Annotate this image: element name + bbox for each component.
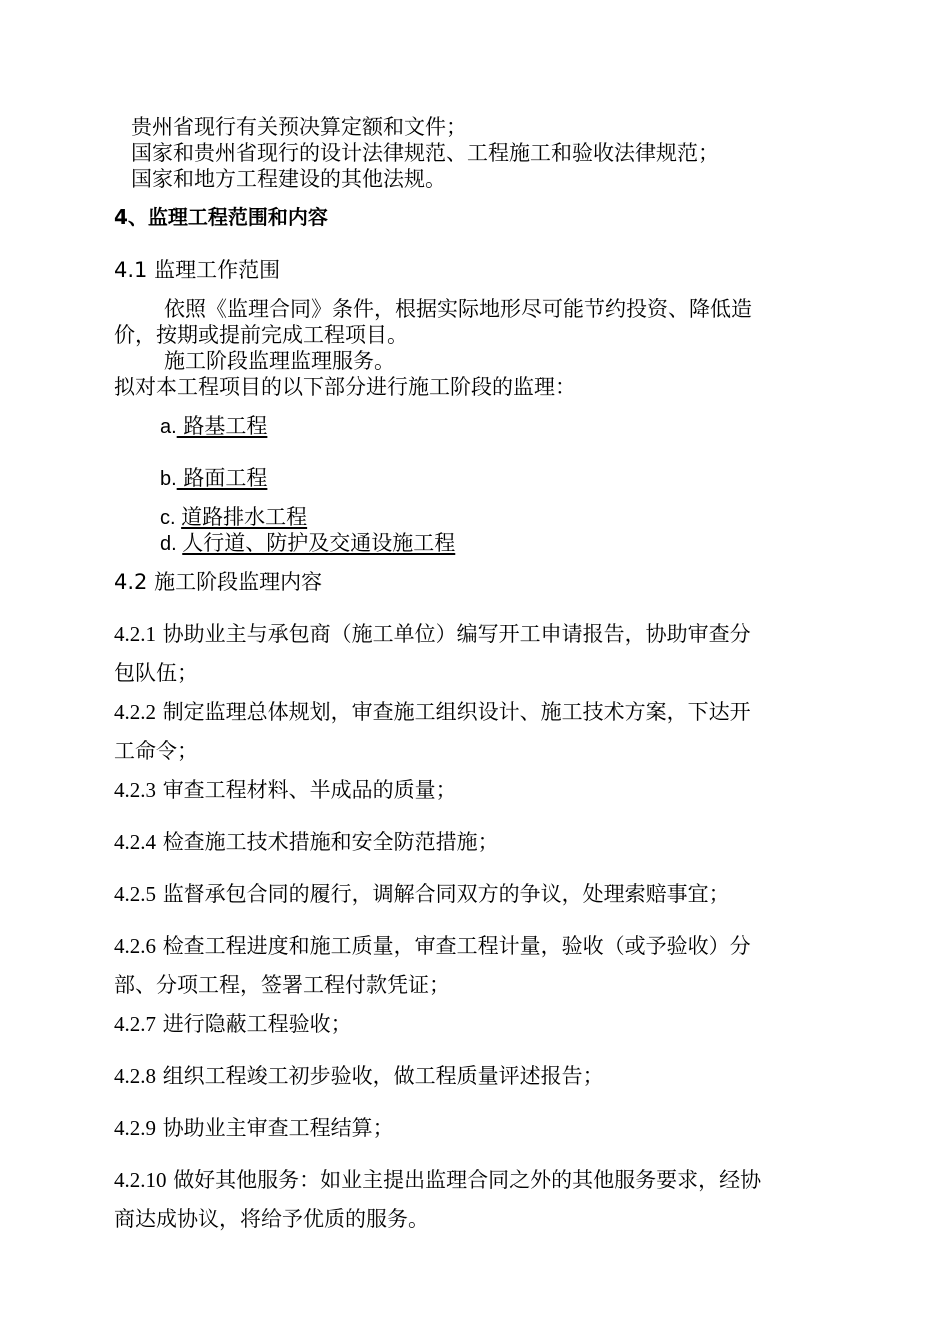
scope-item-marker: c. [160,507,176,529]
item-text: 做好其他服务：如业主提出监理合同之外的其他服务要求，经协 [173,1168,762,1192]
scope-item-marker: a. [160,416,177,438]
scope-item-label: 路基工程 [176,414,268,438]
item-text: 协助业主审查工程结算； [162,1116,394,1140]
item-number: 4.2.6 [114,934,156,958]
item-number: 4.2.9 [114,1116,156,1140]
basis-line-1: 贵州省现行有关预决算定额和文件； [131,115,467,139]
scope-item-marker: d. [160,533,177,555]
scope-item-label: 道路排水工程 [181,505,308,529]
item-text: 审查工程材料、半成品的质量； [162,778,457,802]
item-4-2-9 [114,1115,394,1141]
section-4-heading: 4、监理工程范围和内容 [114,205,328,229]
item-4-2-6-line2: 部、分项工程，签署工程付款凭证； [114,973,450,997]
item-number: 4.2.4 [114,830,156,854]
item-4-2-10-line1 [114,1167,761,1193]
item-4-2-6-line1 [114,933,751,959]
item-4-2-1-line2: 包队伍； [114,661,198,685]
scope-item-label: 人行道、防护及交通设施工程 [182,531,456,555]
section-4-1-para3: 拟对本工程项目的以下部分进行施工阶段的监理： [114,375,576,399]
item-4-2-7 [114,1011,352,1037]
item-number: 4.2.3 [114,778,156,802]
section-4-2-heading: 4.2 施工阶段监理内容 [114,570,323,594]
item-4-2-1-line1 [114,621,751,647]
scope-item-d [160,530,455,557]
item-number: 4.2.7 [114,1012,156,1036]
scope-item-a [160,413,267,440]
item-text: 协助业主与承包商（施工单位）编写开工申请报告，协助审查分 [162,622,751,646]
item-text: 制定监理总体规划，审查施工组织设计、施工技术方案，下达开 [162,700,751,724]
item-4-2-2-line2: 工命令； [114,739,198,763]
section-4-1-heading: 4.1 监理工作范围 [114,258,281,282]
item-4-2-10-line2: 商达成协议，将给予优质的服务。 [114,1207,429,1231]
item-text: 进行隐蔽工程验收； [162,1012,352,1036]
item-text: 监督承包合同的履行，调解合同双方的争议，处理索赔事宜； [162,882,730,906]
item-4-2-8 [114,1063,604,1089]
scope-item-marker: b. [160,468,177,490]
item-number: 4.2.5 [114,882,156,906]
scope-item-c [160,504,307,531]
item-4-2-4 [114,829,499,855]
basis-line-2: 国家和贵州省现行的设计法律规范、工程施工和验收法律规范； [131,141,719,165]
item-4-2-5 [114,881,730,907]
item-number: 4.2.2 [114,700,156,724]
section-4-1-para1-line1: 依照《监理合同》条件，根据实际地形尽可能节约投资、降低造 [164,297,752,321]
item-text: 检查施工技术措施和安全防范措施； [162,830,499,854]
section-4-1-para1-line2: 价，按期或提前完成工程项目。 [114,323,408,347]
item-text: 组织工程竣工初步验收，做工程质量评述报告； [162,1064,604,1088]
item-text: 检查工程进度和施工质量，审查工程计量，验收（或予验收）分 [162,934,751,958]
item-number: 4.2.8 [114,1064,156,1088]
basis-line-3: 国家和地方工程建设的其他法规。 [131,167,446,191]
item-4-2-2-line1 [114,699,751,725]
item-4-2-3 [114,777,457,803]
section-4-1-para2: 施工阶段监理监理服务。 [164,349,395,373]
item-number: 4.2.10 [114,1168,167,1192]
item-number: 4.2.1 [114,622,156,646]
scope-item-label: 路面工程 [176,466,268,490]
scope-item-b [160,465,267,492]
